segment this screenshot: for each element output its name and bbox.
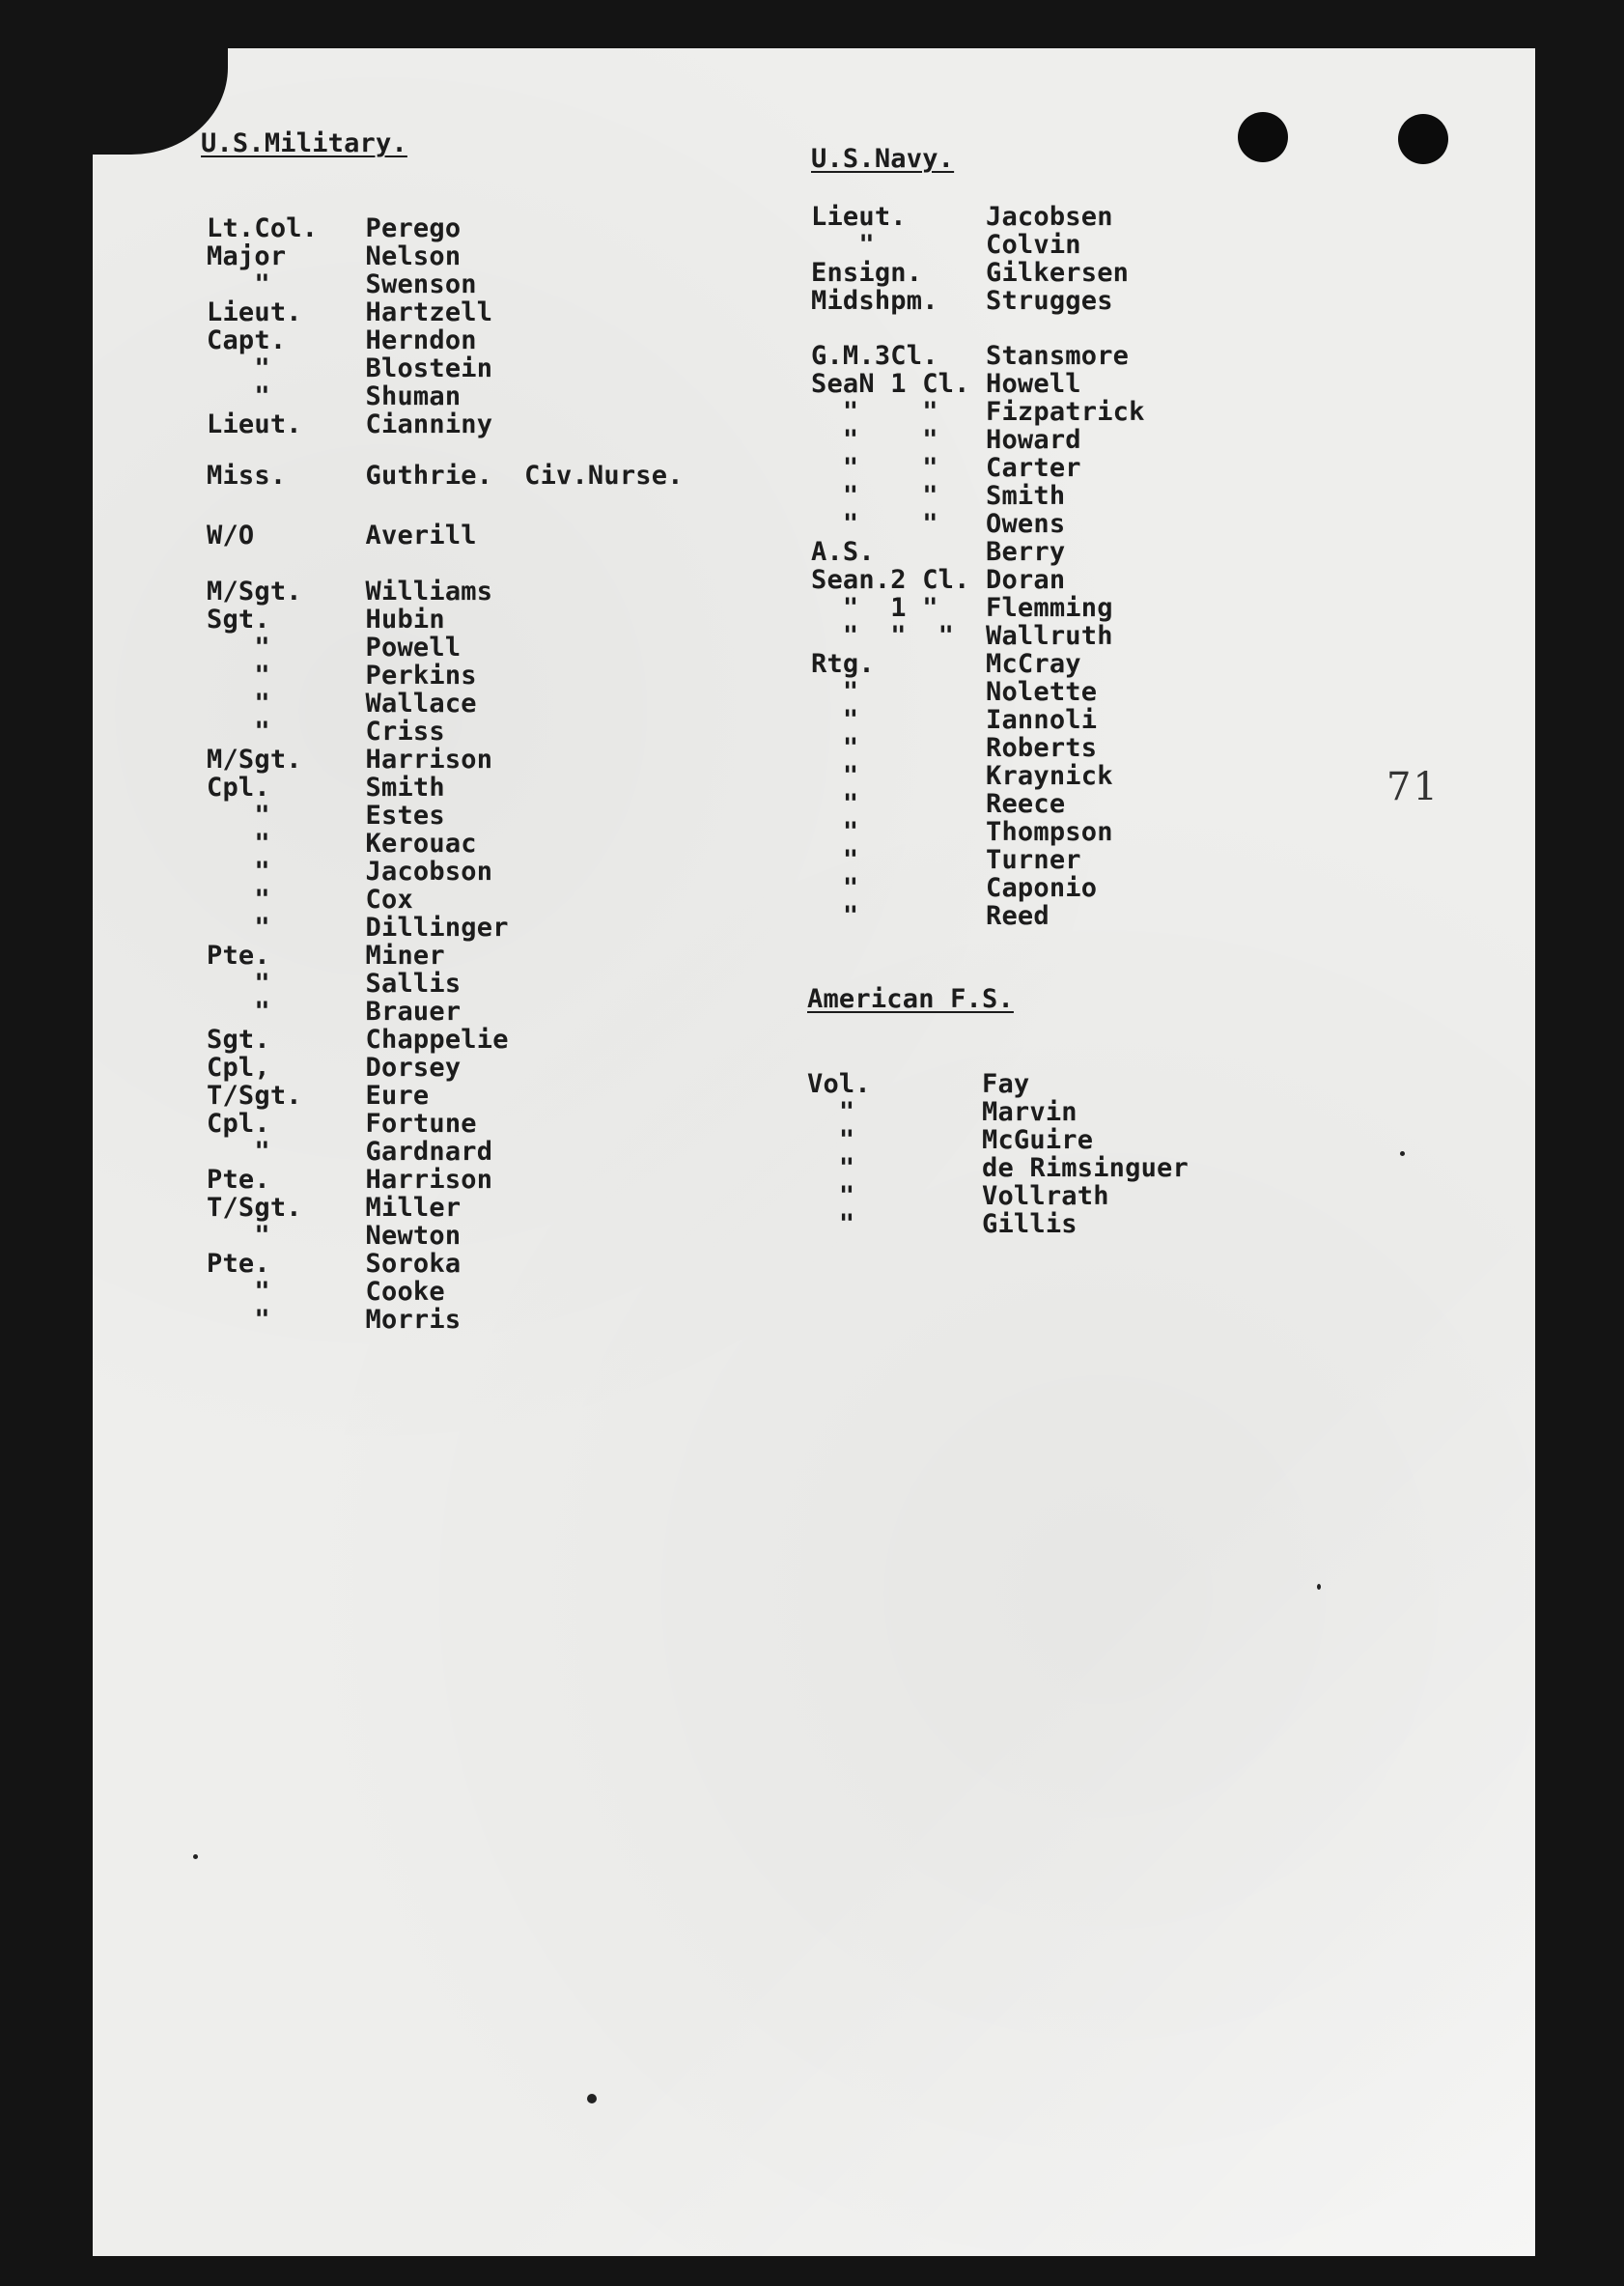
- ink-speck: [193, 1854, 198, 1859]
- military-roster-line: " Sallis: [207, 969, 462, 999]
- military-roster-line: Major Nelson: [207, 241, 462, 271]
- military-roster-line: Pte. Miner: [207, 941, 445, 971]
- military-roster-line: Lieut. Cianniny: [207, 409, 493, 439]
- navy-roster-line: " 1 " Flemming: [811, 593, 1113, 623]
- ink-speck: [587, 2094, 597, 2103]
- military-roster-line: Miss. Guthrie. Civ.Nurse.: [207, 461, 684, 491]
- navy-roster-line: " Kraynick: [811, 761, 1113, 791]
- punch-hole: [1238, 112, 1288, 162]
- military-roster-line: " Kerouac: [207, 829, 477, 859]
- military-roster-line: W/O Averill: [207, 521, 477, 550]
- navy-roster-line: " Caponio: [811, 873, 1098, 903]
- navy-roster-line: " " " Wallruth: [811, 621, 1113, 651]
- navy-roster-line: " " Howard: [811, 425, 1081, 455]
- military-roster-line: " Cox: [207, 885, 413, 915]
- military-roster-line: " Estes: [207, 801, 445, 831]
- navy-roster-line: " Reed: [811, 901, 1050, 931]
- military-roster-line: Pte. Soroka: [207, 1249, 462, 1279]
- military-roster-line: Sgt. Hubin: [207, 605, 445, 635]
- field-service-roster-line: " de Rimsinguer: [807, 1153, 1189, 1183]
- navy-roster-line: Ensign. Gilkersen: [811, 258, 1130, 288]
- page-number: 71: [1386, 765, 1440, 809]
- military-roster-line: " Cooke: [207, 1277, 445, 1307]
- navy-roster-line: A.S. Berry: [811, 537, 1066, 567]
- military-roster-line: Cpl. Fortune: [207, 1109, 477, 1139]
- military-roster-line: T/Sgt. Miller: [207, 1193, 462, 1223]
- navy-roster-line: Midshpm. Strugges: [811, 286, 1113, 316]
- navy-header: U.S.Navy.: [811, 144, 955, 174]
- field-service-roster-line: Vol. Fay: [807, 1069, 1030, 1099]
- navy-roster-line: " Roberts: [811, 733, 1098, 763]
- military-roster-line: " Powell: [207, 633, 462, 663]
- military-roster-line: Sgt. Chappelie: [207, 1025, 509, 1055]
- navy-roster-line: " " Smith: [811, 481, 1066, 511]
- navy-roster-line: " Colvin: [811, 230, 1081, 260]
- ink-speck: [1400, 1151, 1405, 1156]
- navy-roster-line: " " Fizpatrick: [811, 397, 1145, 427]
- navy-roster-line: Sean.2 Cl. Doran: [811, 565, 1066, 595]
- military-roster-line: M/Sgt. Williams: [207, 577, 493, 607]
- military-roster-line: " Gardnard: [207, 1137, 493, 1167]
- navy-roster-line: G.M.3Cl. Stansmore: [811, 341, 1130, 371]
- navy-roster-line: " " Carter: [811, 453, 1081, 483]
- field-service-roster-line: " Marvin: [807, 1097, 1078, 1127]
- military-roster-line: " Blostein: [207, 353, 493, 383]
- navy-roster-line: " Thompson: [811, 817, 1113, 847]
- ink-speck: [1317, 1584, 1321, 1590]
- military-roster-line: Cpl. Smith: [207, 773, 445, 803]
- navy-roster-line: Lieut. Jacobsen: [811, 202, 1113, 232]
- field-service-header: American F.S.: [807, 984, 1014, 1014]
- field-service-roster-line: " McGuire: [807, 1125, 1094, 1155]
- navy-roster-line: " Nolette: [811, 677, 1098, 707]
- punch-hole: [1398, 114, 1448, 164]
- navy-roster-line: " Turner: [811, 845, 1081, 875]
- military-roster-line: T/Sgt. Eure: [207, 1081, 430, 1111]
- military-roster-line: " Jacobson: [207, 857, 493, 887]
- military-roster-line: " Shuman: [207, 381, 462, 411]
- military-roster-line: " Newton: [207, 1221, 462, 1251]
- navy-roster-line: " Iannoli: [811, 705, 1098, 735]
- navy-roster-line: " " Owens: [811, 509, 1066, 539]
- field-service-roster-line: " Vollrath: [807, 1181, 1109, 1211]
- navy-roster-line: " Reece: [811, 789, 1066, 819]
- military-roster-line: Lt.Col. Perego: [207, 213, 462, 243]
- military-roster-line: Lieut. Hartzell: [207, 297, 493, 327]
- military-roster-line: " Swenson: [207, 269, 477, 299]
- military-roster-line: " Wallace: [207, 689, 477, 719]
- military-header: U.S.Military.: [201, 128, 407, 158]
- field-service-roster-line: " Gillis: [807, 1209, 1078, 1239]
- military-roster-line: " Criss: [207, 717, 445, 747]
- military-roster-line: Capt. Herndon: [207, 325, 477, 355]
- military-roster-line: " Dillinger: [207, 913, 509, 943]
- military-roster-line: " Brauer: [207, 997, 462, 1027]
- military-roster-line: M/Sgt. Harrison: [207, 745, 493, 775]
- military-roster-line: " Morris: [207, 1305, 462, 1335]
- military-roster-line: " Perkins: [207, 661, 477, 691]
- navy-roster-line: SeaN 1 Cl. Howell: [811, 369, 1081, 399]
- military-roster-line: Pte. Harrison: [207, 1165, 493, 1195]
- military-roster-line: Cpl, Dorsey: [207, 1053, 462, 1083]
- navy-roster-line: Rtg. McCray: [811, 649, 1081, 679]
